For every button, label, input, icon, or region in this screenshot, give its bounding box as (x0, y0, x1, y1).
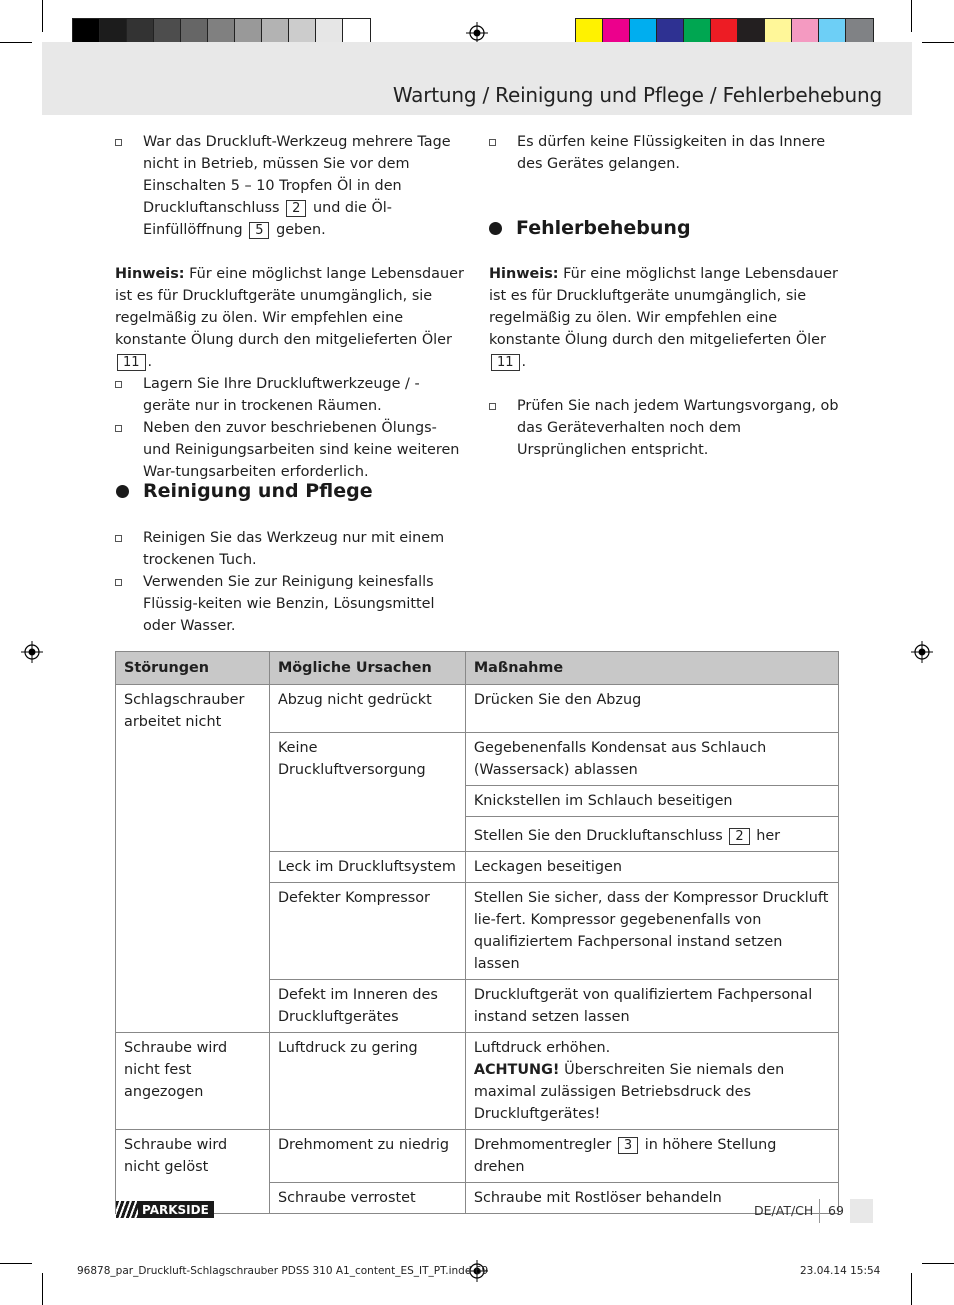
table-cell-remedy: Schraube mit Rostlöser behandeln (465, 1183, 838, 1214)
warning-label: ACHTUNG! (473, 1062, 560, 1078)
note-paragraph: Hinweis: Für eine möglichst lange Lebensdauer ist es für Druckluftgeräte unumgänglich, sie regelmäßig zu ölen. Wir empfehlen eine konstante Ölung durch den mitgelieferten Öler11 . (489, 266, 838, 370)
checkbox-bullet-icon (115, 535, 122, 542)
table-cell-remedy: Stellen Sie den Druckluftanschluss 2 her (465, 817, 838, 852)
table-cell-cause: Schraube verrostet (269, 1183, 465, 1214)
table-cell-remedy: Druckluftgerät von qualifiziertem Fachpersonal instand setzen lassen (465, 980, 838, 1033)
table-header-row (116, 652, 839, 685)
note-label: Hinweis: (115, 266, 185, 282)
part-reference: 11 (117, 354, 146, 371)
checkbox-bullet-icon (115, 381, 122, 388)
checkbox-bullet-icon (115, 139, 122, 146)
crop-mark (922, 1263, 954, 1264)
table-cell-cause: Leck im Druckluftsystem (269, 852, 465, 883)
checkbox-bullet-icon (115, 579, 122, 586)
footer-divider (819, 1199, 820, 1223)
table-cell-fault: Schraube wird nicht gelöst (116, 1130, 270, 1214)
table-cell-remedy: Drehmomentregler 3 in höhere Stellung drehen (465, 1130, 838, 1183)
table-cell-cause: Drehmoment zu niedrig (269, 1130, 465, 1183)
registration-mark-icon (466, 22, 488, 44)
table-cell-cause: Defekter Kompressor (269, 883, 465, 980)
crop-mark (42, 1273, 43, 1305)
left-column (115, 131, 465, 483)
page-number: 69 (828, 1203, 844, 1218)
right-column-lower (489, 263, 839, 461)
page-title: Wartung / Reinigung und Pflege / Fehlerbehebung (392, 83, 882, 107)
note-label: Hinweis: (489, 266, 559, 282)
section-heading-fehlerbehebung: Fehlerbehebung (489, 217, 691, 239)
part-reference: 11 (491, 354, 520, 371)
registration-mark-icon (21, 641, 43, 663)
note-paragraph: Hinweis: Für eine möglichst lange Lebensdauer ist es für Druckluftgeräte unumgänglich, sie regelmäßig zu ölen. Wir empfehlen eine konstante Ölung durch den mitgelieferten Öler11 . (115, 266, 464, 370)
list-item: War das Druckluft-Werkzeug mehrere Tage nicht in Betrieb, müssen Sie vor dem Einschalten 5 – 10 Tropfen Öl in den Druckluftanschluss 2 und die Öl-Einfüllöffnung 5 geben. (115, 131, 465, 241)
list-item: Neben den zuvor beschriebenen Ölungs- und Reinigungsarbeiten sind keine weiteren War-tungsarbeiten erforderlich. (115, 417, 465, 483)
print-slug-date: 23.04.14 15:54 (800, 1265, 881, 1277)
crop-mark (0, 42, 32, 43)
table-row (116, 685, 839, 733)
table-cell-remedy: Knickstellen im Schlauch beseitigen (465, 786, 838, 817)
table-cell-fault: Schraube wird nicht fest angezogen (116, 1033, 270, 1130)
bullet-dot-icon (489, 222, 502, 235)
crop-mark (0, 1263, 32, 1264)
table-cell-cause: Abzug nicht gedrückt (269, 685, 465, 733)
crop-mark (911, 0, 912, 32)
table-cell-remedy: Drücken Sie den Abzug (465, 685, 838, 733)
crop-mark (42, 0, 43, 32)
list-item: Reinigen Sie das Werkzeug nur mit einem trockenen Tuch. (115, 527, 465, 571)
checkbox-bullet-icon (489, 139, 496, 146)
checkbox-bullet-icon (489, 403, 496, 410)
print-slug-filename: 96878_par_Druckluft-Schlagschrauber PDSS 310 A1_content_ES_IT_PT.indd 69 (77, 1265, 489, 1277)
registration-mark-icon (911, 641, 933, 663)
table-cell-fault: Schlagschrauber arbeitet nicht (116, 685, 270, 1033)
crop-mark (922, 42, 954, 43)
table-cell-cause: Keine Druckluftversorgung (269, 733, 465, 852)
part-reference: 2 (729, 828, 749, 845)
brand-logo: PARKSIDE (116, 1201, 214, 1218)
table-cell-remedy: Leckagen beseitigen (465, 852, 838, 883)
column-header: Maßnahme (465, 652, 838, 685)
troubleshooting-table (115, 651, 839, 1214)
table-cell-remedy: Stellen Sie sicher, dass der Kompressor Druckluft lie-fert. Kompressor gegebenenfalls von qualifiziertem Fachpersonal instand setzen lassen (465, 883, 838, 980)
crop-mark (911, 1273, 912, 1305)
list-item: Verwenden Sie zur Reinigung keinesfalls Flüssig-keiten wie Benzin, Lösungsmittel oder Wasser. (115, 571, 465, 637)
list-item: Prüfen Sie nach jedem Wartungsvorgang, ob das Geräteverhalten noch dem Ursprünglichen entspricht. (489, 395, 839, 461)
list-item: Lagern Sie Ihre Druckluftwerkzeuge / -geräte nur in trockenen Räumen. (115, 373, 465, 417)
table-cell-cause: Luftdruck zu gering (269, 1033, 465, 1130)
right-column (489, 131, 839, 175)
table-cell-remedy: Gegebenenfalls Kondensat aus Schlauch (Wassersack) ablassen (465, 733, 838, 786)
part-reference: 2 (286, 200, 306, 217)
footer-tab (850, 1199, 873, 1223)
bullet-dot-icon (116, 485, 129, 498)
section-heading-reinigung: Reinigung und Pflege (116, 480, 373, 502)
left-column-lower (115, 527, 465, 637)
logo-stripes-icon (116, 1201, 138, 1218)
language-code: DE/AT/CH (754, 1203, 814, 1218)
table-cell-remedy: Luftdruck erhöhen. ACHTUNG! Überschreiten Sie niemals den maximal zulässigen Betriebsdruck des Druckluftgerätes! (465, 1033, 838, 1130)
part-reference: 5 (249, 222, 269, 239)
column-header: Störungen (116, 652, 270, 685)
checkbox-bullet-icon (115, 425, 122, 432)
table-row (116, 1130, 839, 1183)
part-reference: 3 (618, 1137, 638, 1154)
column-header: Mögliche Ursachen (269, 652, 465, 685)
table-row (116, 1033, 839, 1130)
table-cell-cause: Defekt im Inneren des Druckluftgerätes (269, 980, 465, 1033)
list-item: Es dürfen keine Flüssigkeiten in das Innere des Gerätes gelangen. (489, 131, 839, 175)
